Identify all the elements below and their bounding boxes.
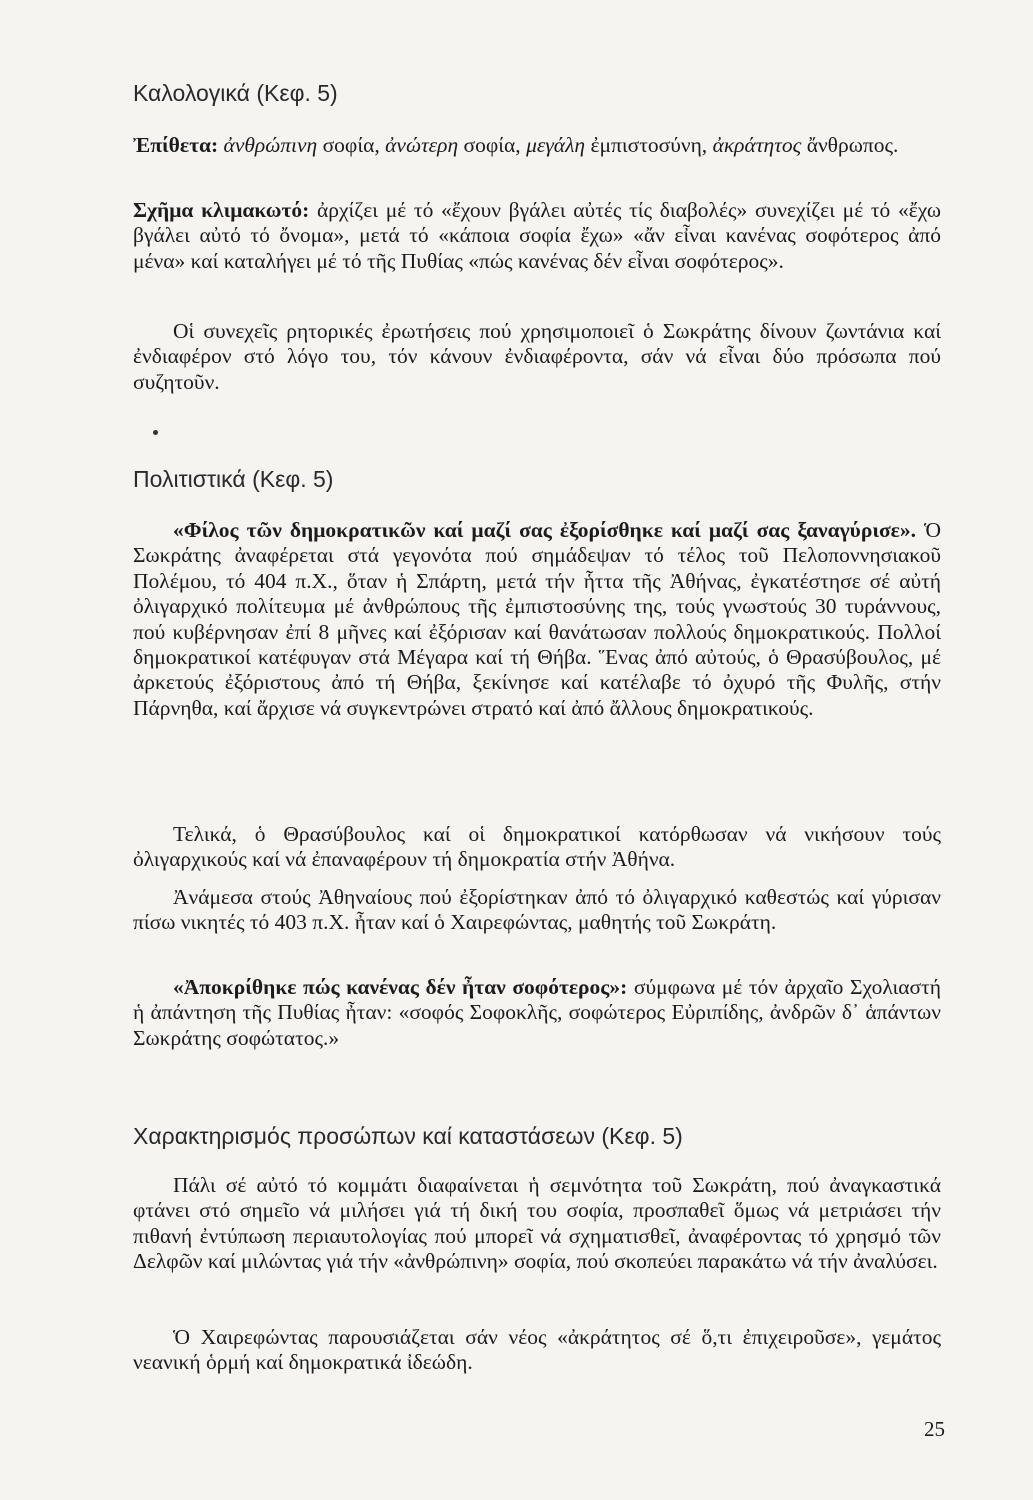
bold-text: «Φίλος τῶν δημοκρατικῶν καί μαζί σας ἐξορίσθηκε καί μαζί σας ξαναγύρισε».	[173, 518, 916, 542]
bullet-mark	[153, 430, 158, 435]
paragraph	[133, 319, 941, 395]
italic-text: ἀνώτερη	[385, 133, 459, 157]
section-title-characterization: Χαρακτηρισμός προσώπων καί καταστάσεων (Κεφ. 5)	[133, 1123, 683, 1149]
text-run: σύμφωνα μέ τόν ἀρχαῖο Σχολιαστή ἡ ἀπάντηση τῆς Πυθίας ἦταν: «σοφός Σοφοκλῆς, σοφώτερος Εὐριπίδης, ἀνδρῶν δ᾽ ἁπάντων Σωκράτης σοφώτατος.»	[133, 975, 942, 1050]
paragraph	[133, 975, 941, 1051]
text-run: Τελικά, ὁ Θρασύβουλος καί οἱ δημοκρατικοί κατόρθωσαν νά νικήσουν τούς ὀλιγαρχικούς καί νά ἐπαναφέρουν τή δημοκρατία στήν Ἀθήνα.	[133, 822, 941, 872]
paragraph	[133, 822, 941, 873]
text-run: σοφία,	[317, 133, 386, 157]
text-run: Οἱ συνεχεῖς ρητορικές ἐρωτήσεις πού χρησιμοποιεῖ ὁ Σωκράτης δίνουν ζωντάνια καί ἐνδιαφέρον στό λόγο του, τόν κάνουν ἐνδιαφέροντα, σάν νά εἶναι δύο πρόσωπα πού συζητοῦν.	[133, 319, 941, 394]
italic-text: ἀνθρώπινη	[223, 133, 318, 157]
text-run: ἐμπιστοσύνη,	[585, 133, 713, 157]
bold-text: Ἐπίθετα:	[133, 133, 219, 157]
page-number: 25	[924, 1417, 945, 1441]
italic-text: ἀκράτητος	[712, 133, 802, 157]
paragraph	[133, 885, 941, 936]
section-title-politistika: Πολιτιστικά (Κεφ. 5)	[133, 466, 334, 492]
text-run: ἄνθρωπος.	[801, 133, 899, 157]
section-title-kalologika: Καλολογικά (Κεφ. 5)	[133, 80, 338, 106]
paragraph	[133, 198, 941, 274]
text-run: Ἀνάμεσα στούς Ἀθηναίους πού ἐξορίστηκαν ἀπό τό ὀλιγαρχικό καθεστώς καί γύρισαν πίσω νικητές τό 403 π.Χ. ἦταν καί ὁ Χαιρεφώντας, μαθητής τοῦ Σωκράτη.	[133, 885, 941, 935]
bold-text: Σχῆμα κλιμακωτό:	[133, 198, 310, 222]
paragraph	[133, 518, 941, 721]
bold-text: «Ἀποκρίθηκε πώς κανένας δέν ἦταν σοφότερος»:	[173, 975, 628, 999]
paragraph	[133, 133, 941, 158]
italic-text: μεγάλη	[526, 133, 586, 157]
text-run: Ὁ Σωκράτης ἀναφέρεται στά γεγονότα πού σημάδεψαν τό τέλος τοῦ Πελοποννησιακοῦ Πολέμου, τό 404 π.Χ., ὅταν ἡ Σπάρτη, μετά τήν ἧττα τῆς Ἀθήνας, ἐγκατέστησε σέ αὐτή ὀλιγαρχικό πολίτευμα μέ ἀνθρώπους τῆς ἐμπιστοσύνης της, τούς γνωστούς 30 τυράννους, πού κυβέρνησαν ἐπί 8 μῆνες καί ἐξόρισαν καί θανάτωσαν πολλούς δημοκρατικούς. Πολλοί δημοκρατικοί κατέφυγαν στά Μέγαρα καί τή Θήβα. Ἕνας ἀπό αὐτούς, ὁ Θρασύβουλος, μέ ἀρκετούς ἐξόριστους ἀπό τή Θήβα, ξεκίνησε καί κατέλαβε τό ὀχυρό τῆς Φυλῆς, στήν Πάρνηθα, καί ἄρχισε νά συγκεντρώνει στρατό καί ἀπό ἄλλους δημοκρατικούς.	[133, 518, 941, 720]
text-run: σοφία,	[458, 133, 527, 157]
text-run: ἀρχίζει μέ τό «ἔχουν βγάλει αὐτές τίς διαβολές» συνεχίζει μέ τό «ἔχω βγάλει αὐτό τό ὄνομα», μετά τό «κάποια σοφία ἔχω» «ἄν εἶναι κανένας σοφότερος ἀπό μένα» καί καταλήγει μέ τό τῆς Πυθίας «πώς κανένας δέν εἶναι σοφότερος».	[133, 198, 941, 273]
text-run: Ὁ Χαιρεφώντας παρουσιάζεται σάν νέος «ἀκράτητος σέ ὅ,τι ἐπιχειροῦσε», γεμάτος νεανική ὁρμή καί δημοκρατικά ἰδεώδη.	[133, 1325, 941, 1375]
paragraph	[133, 1173, 941, 1275]
text-run: Πάλι σέ αὐτό τό κομμάτι διαφαίνεται ἡ σεμνότητα τοῦ Σωκράτη, πού ἀναγκαστικά φτάνει στό σημεῖο νά μιλήσει γιά τή δική του σοφία, προσπαθεῖ ὅμως νά μετριάσει τήν πιθανή ἐντύπωση περιαυτολογίας πού μπορεῖ νά σχηματισθεῖ, ἀναφέροντας τό χρησμό τῶν Δελφῶν καί μιλώντας γιά τήν «ἀνθρώπινη» σοφία, πού σκοπεύει παρακάτω νά τήν ἀναλύσει.	[133, 1173, 941, 1274]
paragraph	[133, 1325, 941, 1376]
